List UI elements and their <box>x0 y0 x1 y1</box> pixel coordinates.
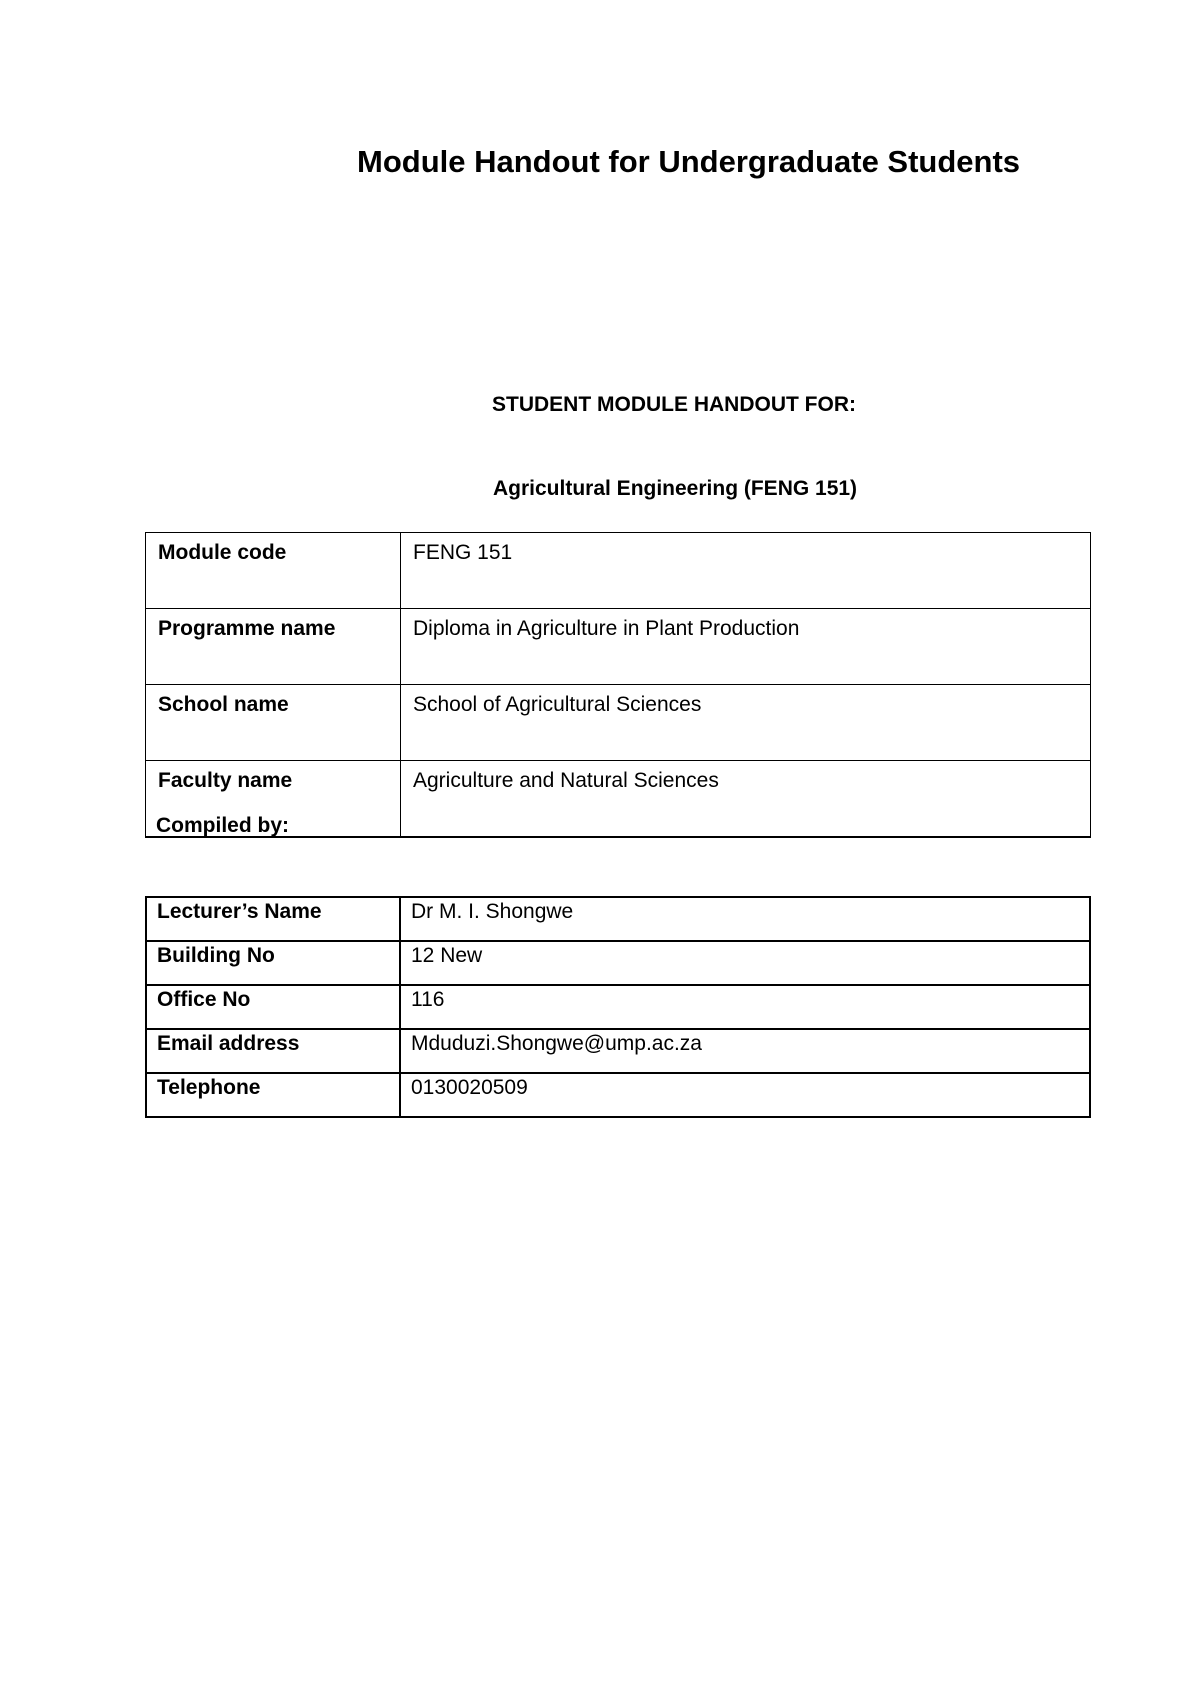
faculty-name-value: Agriculture and Natural Sciences <box>401 761 1091 838</box>
page-title: Module Handout for Undergraduate Students <box>357 144 1021 179</box>
table-row <box>146 897 1090 941</box>
module-heading: Agricultural Engineering (FENG 151) <box>493 477 858 500</box>
table-row <box>146 533 1091 609</box>
lecturer-name-label: Lecturer’s Name <box>146 897 400 941</box>
office-no-label: Office No <box>146 985 400 1029</box>
telephone-value: 0130020509 <box>400 1073 1090 1117</box>
office-no-value: 116 <box>400 985 1090 1029</box>
table-row <box>146 609 1091 685</box>
module-code-label: Module code <box>146 533 401 609</box>
school-name-label: School name <box>146 685 401 761</box>
table-row <box>146 1029 1090 1073</box>
handout-subheading: STUDENT MODULE HANDOUT FOR: <box>492 393 856 416</box>
table-row <box>146 985 1090 1029</box>
lecturer-name-value: Dr M. I. Shongwe <box>400 897 1090 941</box>
compiled-by-label: Compiled by: <box>156 814 290 837</box>
module-code-value: FENG 151 <box>401 533 1091 609</box>
email-address-label: Email address <box>146 1029 400 1073</box>
building-no-label: Building No <box>146 941 400 985</box>
programme-name-value: Diploma in Agriculture in Plant Production <box>401 609 1091 685</box>
table-row <box>146 1073 1090 1117</box>
telephone-label: Telephone <box>146 1073 400 1117</box>
faculty-name-label: Faculty name <box>146 761 401 838</box>
module-info-table <box>145 532 1091 838</box>
table-row <box>146 941 1090 985</box>
table-row <box>146 685 1091 761</box>
building-no-value: 12 New <box>400 941 1090 985</box>
lecturer-info-table <box>145 896 1091 1118</box>
email-address-value: Mduduzi.Shongwe@ump.ac.za <box>400 1029 1090 1073</box>
school-name-value: School of Agricultural Sciences <box>401 685 1091 761</box>
programme-name-label: Programme name <box>146 609 401 685</box>
